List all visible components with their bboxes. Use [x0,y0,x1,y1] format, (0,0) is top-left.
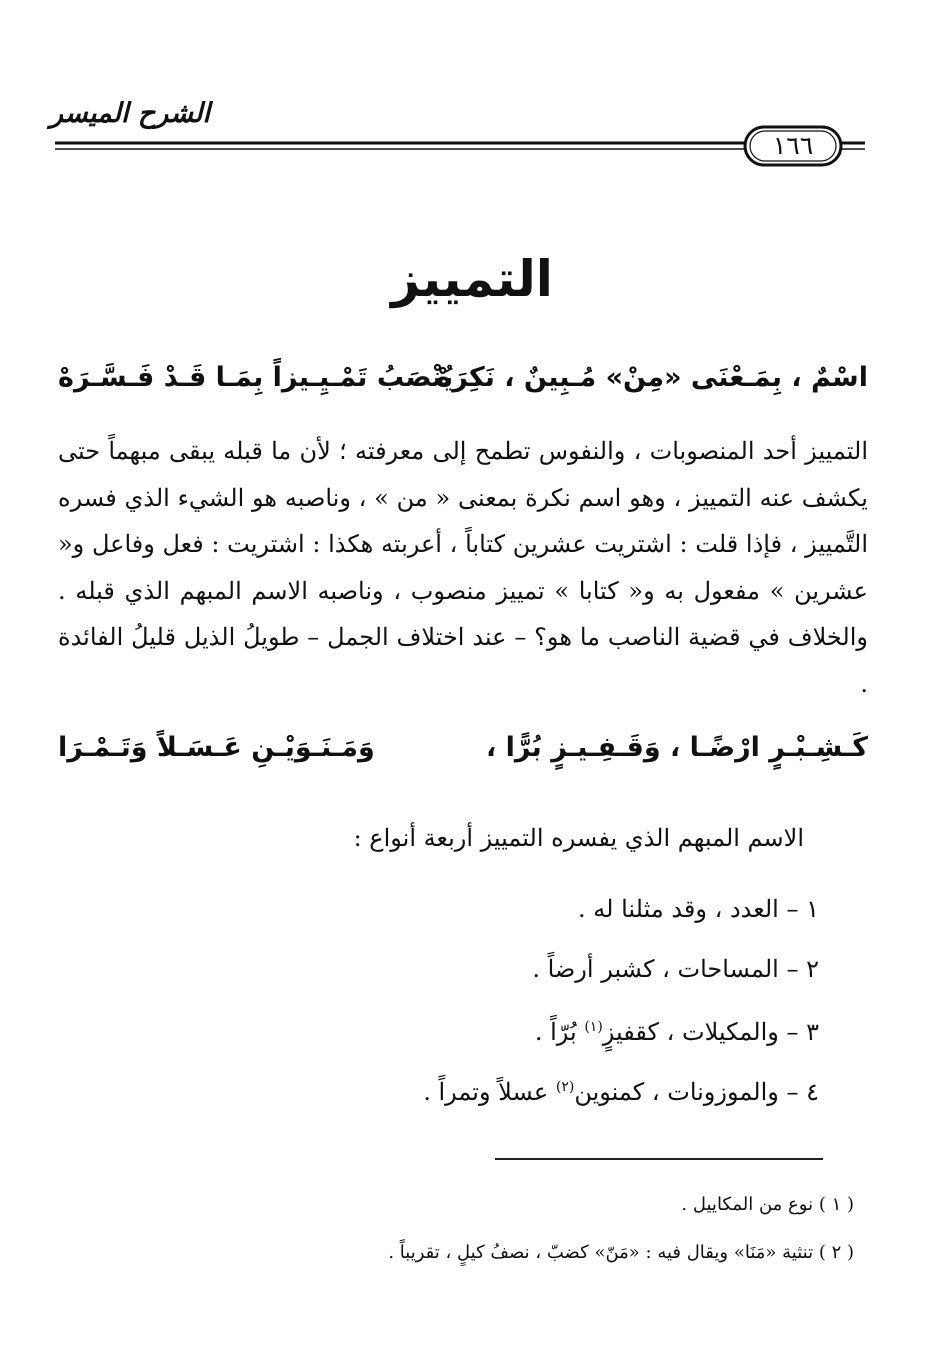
verse-line-2 [58,732,868,776]
footnote-marker: ( ١ ) [818,1194,854,1215]
list-item: ٤ – والموزونات ، كمنوين$^{(٢)}$ عسلاً وتمراً . [423,1078,819,1106]
verse-1-first-hemistich: اسْمٌ ، بِمَـعْنَى «مِنْ» مُـبِينٌ ، نَكِرَهْ [436,362,868,393]
list-item: ٣ – والمكيلات ، كقفيزٍ$^{(١)}$ بُرّاً . [534,1018,819,1046]
footnote-text: نوع من المكاييل . [681,1194,814,1215]
footnote-text: تنثية «مَنَا» ويقال فيه : «مَنّ» كضبّ ، نصفُ كيلٍ ، تقريباً . [388,1242,814,1263]
explanation-paragraph: التمييز أحد المنصوبات ، والنفوس تطمح إلى معرفته ؛ لأن ما قبله يبقى مبهماً حتى يكشف عنه التمييز ، وهو اسم نكرة بمعنى « من » ، وناصبه هو الشيء الذي فسره التَّمييز ، فإذا قلت : اشتريت عشرين كتاباً ، أعربته هكذا : اشتريت : فعل وفاعل و« عشرين » مفعول به و« كتابا » تمييز منصوب ، وناصبه الاسم المبهم الذي قبله . والخلاف في قضية الناصب ما هو؟ – عند اختلاف الجمل – طويلُ الذيل قليلُ الفائدة . [58,437,868,698]
list-item-text: بُرّاً . [534,1018,577,1046]
list-item-number: ١ [806,895,819,923]
list-item-text: المساحات ، كشبر أرضاً . [532,955,779,983]
footnote [154,1194,854,1215]
running-header-title: الشرح الميسر [50,98,211,129]
footnote [154,1242,854,1263]
chapter-title: التمييز [391,250,553,308]
list-item-text: والموزونات ، كمنوين [574,1078,779,1106]
list-item-number: ٢ [806,955,819,983]
list-item: ٢ – المساحات ، كشبر أرضاً . [532,955,819,983]
verse-line-1 [58,362,868,406]
list-item: ١ – العدد ، وقد مثلنا له . [578,895,819,923]
list-item-text: العدد ، وقد مثلنا له . [578,895,779,923]
list-item-text: والمكيلات ، كقفيزٍ [602,1018,779,1046]
list-item-text: عسلاً وتمراً . [423,1078,549,1106]
verse-2-second-hemistich: وَمَـنَـوَيْـنِ عَـسَـلاً وَتَـمْـرَا [58,732,375,763]
footnote-reference[interactable]: (٢) [555,1079,575,1095]
footnote-separator [495,1158,823,1160]
list-intro: الاسم المبهم الذي يفسره التمييز أربعة أنواع : [353,824,804,852]
list-item-number: ٣ [806,1018,819,1046]
footnote-marker: ( ٢ ) [818,1242,854,1263]
footnote-reference[interactable]: (١) [584,1019,603,1035]
verse-2-first-hemistich: كَـشِـبْـرٍ ارْضًـا ، وَقَـفِـيـزٍ بُرًّا ، [485,732,868,763]
list-item-number: ٤ [806,1078,819,1106]
page-number: ١٦٦ [772,131,814,160]
verse-1-second-hemistich: يُنْصَبُ تَمْـيِـيزاً بِمَـا قَـدْ فَـسَّـرَهْ [58,362,454,393]
